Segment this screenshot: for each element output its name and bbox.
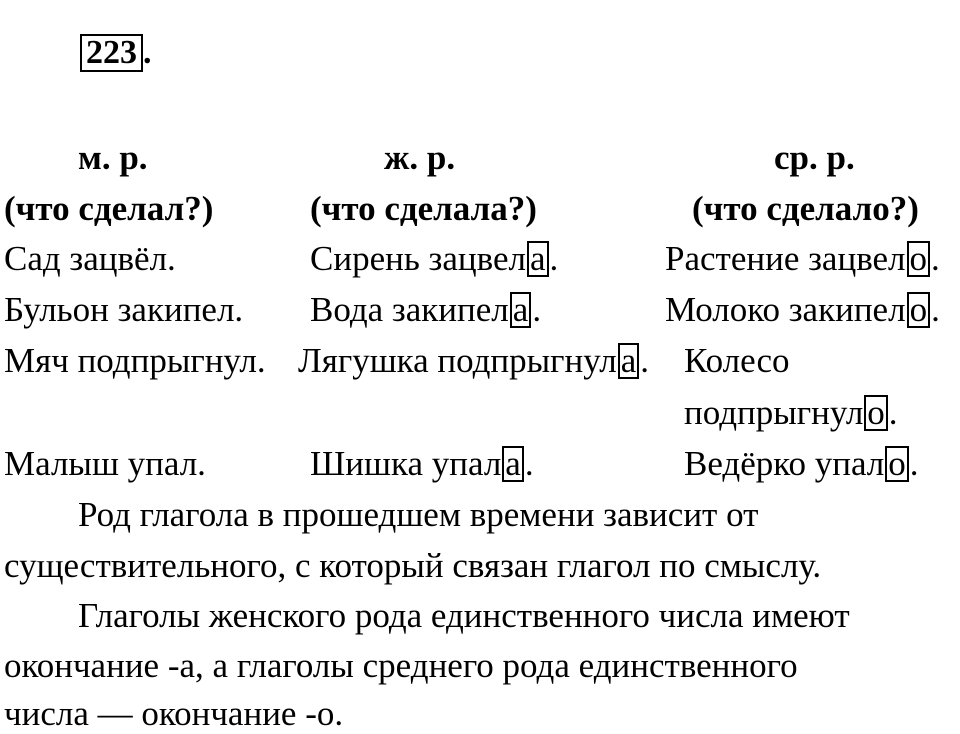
row2-masculine: Бульон закипел. bbox=[4, 290, 244, 329]
row3-masculine: Мяч подпрыгнул. bbox=[4, 341, 266, 380]
paragraph1-line2: существительного, с который связан глагол по смыслу. bbox=[4, 546, 822, 585]
row4-masculine: Малыш упал. bbox=[4, 444, 206, 483]
ending-box: о bbox=[907, 241, 931, 277]
row3-neuter-line2: подпрыгнул о . bbox=[684, 393, 898, 432]
ending-box: а bbox=[502, 446, 524, 482]
paragraph1-line1: Род глагола в прошедшем времени зависит от bbox=[78, 495, 759, 534]
header-masculine: м. р. bbox=[78, 138, 148, 177]
question-feminine: (что сделала?) bbox=[310, 189, 537, 228]
question-masculine: (что сделал?) bbox=[4, 189, 214, 228]
ending-box: о bbox=[885, 446, 909, 482]
row4-feminine: Шишка упал а . bbox=[310, 444, 534, 483]
row1-neuter: Растение зацвел о . bbox=[665, 239, 940, 278]
paragraph2-line1: Глаголы женского рода единственного числа имеют bbox=[78, 596, 850, 635]
row2-feminine: Вода закипел а . bbox=[310, 290, 542, 329]
exercise-number-box: 223 bbox=[80, 34, 143, 72]
paragraph2-line3: числа — окончание -о. bbox=[4, 694, 344, 733]
row2-neuter: Молоко закипел о . bbox=[665, 290, 940, 329]
ending-box: о bbox=[907, 292, 931, 328]
ending-box: о bbox=[864, 395, 888, 431]
ending-box: а bbox=[510, 292, 532, 328]
row1-feminine: Сирень зацвел а . bbox=[310, 239, 559, 278]
question-neuter: (что сделало?) bbox=[692, 189, 919, 228]
exercise-number: 223 . bbox=[80, 34, 152, 72]
header-neuter: ср. р. bbox=[774, 138, 855, 177]
ending-box: а bbox=[618, 343, 640, 379]
paragraph2-line2: окончание -а, а глаголы среднего рода единственного bbox=[4, 646, 798, 685]
ending-box: а bbox=[527, 241, 549, 277]
row4-neuter: Ведёрко упал о . bbox=[684, 444, 919, 483]
row3-feminine: Лягушка подпрыгнул а . bbox=[298, 341, 649, 380]
row3-neuter-line1: Колесо bbox=[684, 341, 790, 380]
row1-masculine: Сад зацвёл. bbox=[4, 239, 176, 278]
header-feminine: ж. р. bbox=[384, 138, 456, 177]
